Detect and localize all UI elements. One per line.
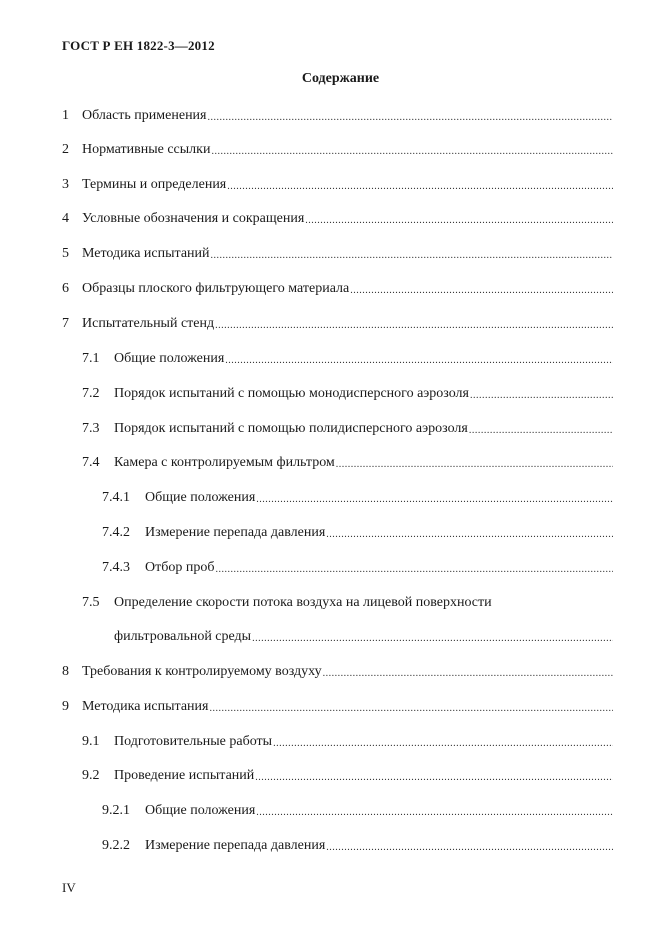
toc-entry-number: 6 (62, 281, 69, 296)
toc-entry-title: Требования к контролируемому воздуху (82, 664, 322, 679)
toc-leader-dots (208, 111, 614, 125)
toc-entry-number: 9.2.2 (102, 838, 130, 853)
toc-entry-number: 2 (62, 142, 69, 157)
toc-entry-title: Общие положения (145, 490, 256, 505)
toc-entry[interactable] (62, 663, 613, 681)
toc-entry[interactable] (62, 315, 613, 333)
toc-entry[interactable] (62, 698, 613, 716)
toc-entry[interactable] (102, 524, 613, 542)
toc-entry-number: 7.4.1 (102, 490, 130, 505)
toc-entry-number: 8 (62, 664, 69, 679)
toc-entry-title: Определение скорости потока воздуха на лицевой поверхности (114, 595, 492, 610)
toc-leader-dots (350, 284, 613, 298)
toc-entry-number: 1 (62, 108, 69, 123)
toc-leader-dots (211, 249, 613, 263)
toc-entry[interactable] (62, 210, 613, 228)
toc-entry-number: 7.4 (82, 455, 100, 470)
toc-leader-dots (326, 841, 613, 855)
toc-entry[interactable] (82, 454, 613, 472)
toc-leader-dots (256, 806, 613, 820)
toc-leader-dots (215, 319, 613, 333)
toc-entry-number: 9 (62, 699, 69, 714)
toc-entry[interactable] (82, 350, 613, 368)
toc-entry-title: Общие положения (145, 803, 256, 818)
toc-entry[interactable] (82, 733, 613, 751)
toc-entry-first-line[interactable] (82, 594, 492, 612)
toc-entry[interactable] (82, 385, 613, 403)
toc-entry[interactable] (102, 559, 613, 577)
toc-leader-dots (305, 214, 613, 228)
toc-entry-number: 7 (62, 316, 69, 331)
toc-entry-title: Условные обозначения и сокращения (82, 211, 305, 226)
toc-leader-dots (227, 180, 613, 194)
toc-entry-number: 7.4.3 (102, 560, 130, 575)
toc-leader-dots (323, 667, 613, 681)
toc-entry-number: 5 (62, 246, 69, 261)
toc-entry-number: 9.1 (82, 734, 100, 749)
toc-entry-number: 7.3 (82, 421, 100, 436)
toc-entry-title: Проведение испытаний (114, 768, 255, 783)
toc-entry-title: Термины и определения (82, 177, 227, 192)
toc-entry-title: Образцы плоского фильтрующего материала (82, 281, 350, 296)
toc-entry-number: 9.2 (82, 768, 100, 783)
toc-entry-title: Методика испытания (82, 699, 209, 714)
toc-leader-dots (209, 702, 613, 716)
toc-entry[interactable] (102, 489, 613, 507)
toc-entry-number: 7.5 (82, 595, 100, 610)
toc-leader-dots (470, 389, 613, 403)
toc-entry-title: Отбор проб (145, 560, 215, 575)
toc-entry-title: Нормативные ссылки (82, 142, 211, 157)
page-number: IV (62, 880, 76, 895)
toc-entry[interactable] (102, 837, 613, 855)
toc-entry-number: 9.2.1 (102, 803, 130, 818)
toc-entry[interactable] (102, 802, 613, 820)
toc-entry-title: Порядок испытаний с помощью монодисперсного аэрозоля (114, 386, 469, 401)
toc-entry-title: Измерение перепада давления (145, 525, 326, 540)
toc-entry-title: Подготовительные работы (114, 734, 273, 749)
toc-entry[interactable] (62, 280, 613, 298)
toc-entry[interactable] (82, 420, 613, 438)
toc-entry[interactable] (62, 176, 613, 194)
toc-leader-dots (469, 424, 613, 438)
toc-entry-title: Порядок испытаний с помощью полидисперсного аэрозоля (114, 421, 468, 436)
toc-leader-dots (255, 771, 613, 785)
toc-entry-title-continuation: фильтровальной среды (114, 629, 252, 644)
toc-entry[interactable] (62, 107, 613, 125)
toc-leader-dots (273, 737, 613, 751)
toc-entry[interactable] (82, 767, 613, 785)
toc-leader-dots (215, 563, 613, 577)
toc-leader-dots (211, 145, 613, 159)
toc-title: Содержание (301, 71, 380, 86)
toc-leader-dots (252, 632, 613, 646)
toc-entry-title: Камера с контролируемым фильтром (114, 455, 335, 470)
toc-entry-title: Область применения (82, 108, 207, 123)
toc-entry[interactable] (62, 141, 613, 159)
toc-leader-dots (256, 493, 613, 507)
toc-leader-dots (326, 528, 613, 542)
toc-entry[interactable] (62, 245, 613, 263)
toc-entry-title: Общие положения (114, 351, 225, 366)
toc-entry-title: Измерение перепада давления (145, 838, 326, 853)
toc-entry-number: 3 (62, 177, 69, 192)
toc-entry-number: 7.2 (82, 386, 100, 401)
toc-entry-title: Методика испытаний (82, 246, 210, 261)
toc-entry-number: 4 (62, 211, 69, 226)
toc-entry-number: 7.1 (82, 351, 100, 366)
toc-entry-continuation[interactable] (114, 628, 613, 646)
toc-entry-title: Испытательный стенд (82, 316, 215, 331)
toc-leader-dots (225, 354, 613, 368)
document-code-header: ГОСТ Р ЕН 1822-3—2012 (62, 38, 215, 53)
toc-leader-dots (336, 458, 613, 472)
toc-entry-number: 7.4.2 (102, 525, 130, 540)
